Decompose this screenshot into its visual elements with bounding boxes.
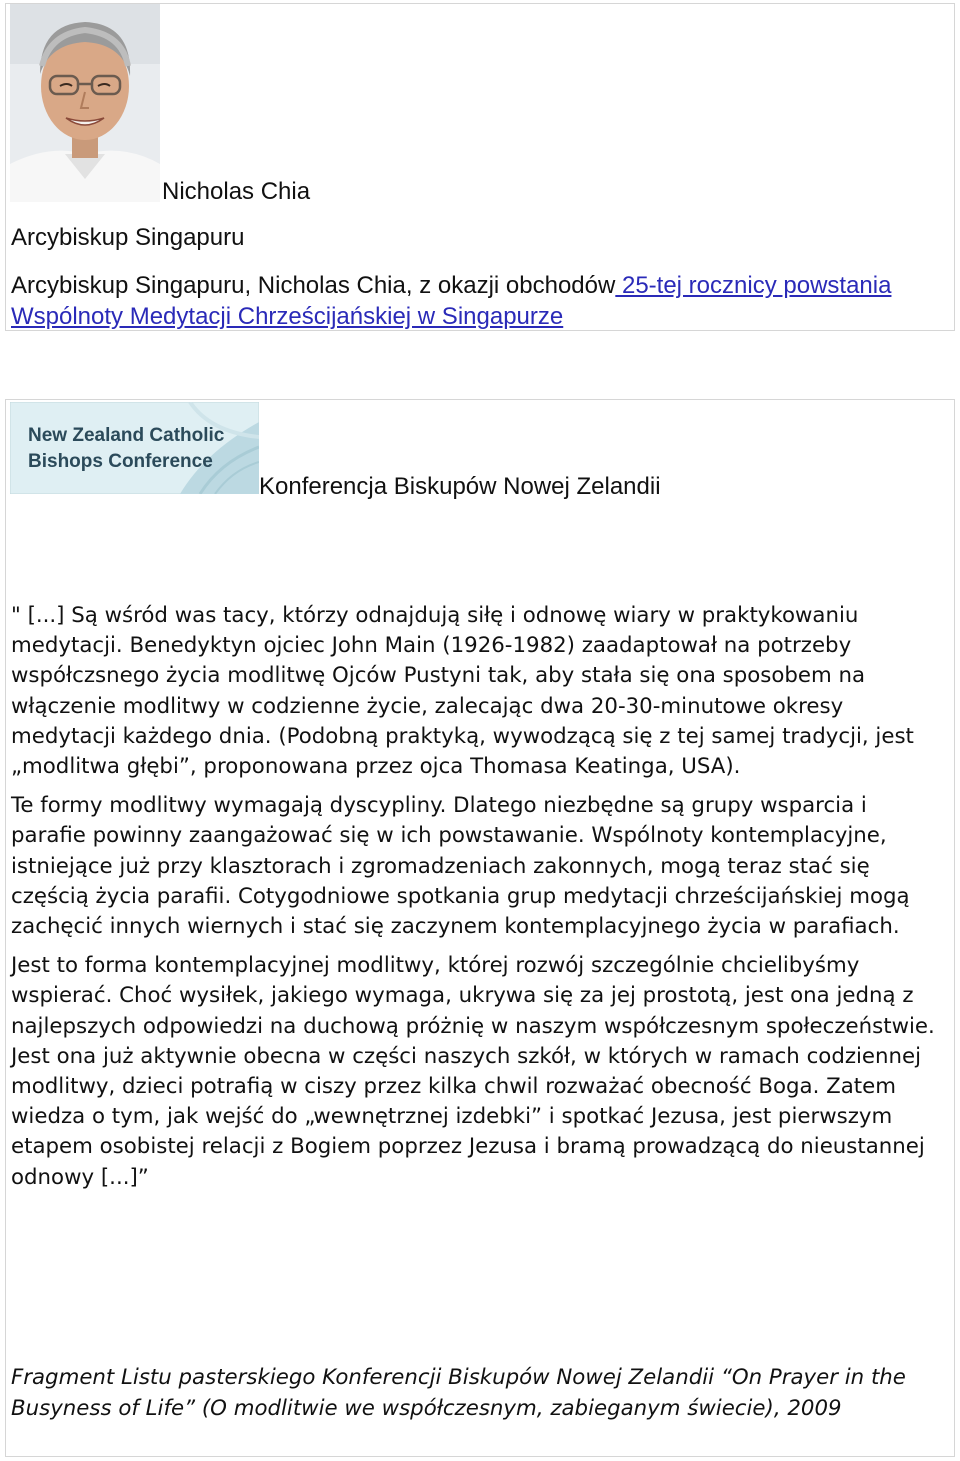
intro-text: Arcybiskup Singapuru, Nicholas Chia, z okazji obchodów	[11, 272, 616, 299]
intro-paragraph	[11, 270, 953, 332]
source-caption: Fragment Listu pasterskiego Konferencji Biskupów Nowej Zelandii “On Prayer in the Busyness of Life” (O modlitwie we współczesnym, zabieganym świecie), 2009	[11, 1365, 906, 1421]
pastoral-letter-quote	[11, 601, 946, 1202]
svg-text:Bishops Conference: Bishops Conference	[28, 451, 213, 472]
quote-paragraph-3: Jest to forma kontemplacyjnej modlitwy, której rozwój szczególnie chcielibyśmy wspierać. Choć wysiłek, jakiego wymaga, ukrywa się za jej prostotą, jest ona jedną z najlepszych odpowiedzi na duchową próżnię w naszym współczesnym społeczeństwie. Jest ona już aktywnie obecna w części naszych szkół, w których w ramach codziennej modlitwy, dzieci potrafią w ciszy przez kilka chwil rozważać obecność Boga. Zatem wiedza o tym, jak wejść do „wewnętrznej izdebki” i spotkać Jezusa, jest pierwszym etapem osobistej relacji z Bogiem poprzez Jezusa i bramą prowadzącą do nieustannej odnowy [...]”	[11, 953, 935, 1190]
anniversary-link[interactable]: 25-tej rocznicy powstania Wspólnoty Medytacji Chrześcijańskiej w Singapurze	[11, 272, 892, 330]
svg-text:New Zealand Catholic: New Zealand Catholic	[28, 425, 225, 446]
conference-name: Konferencja Biskupów Nowej Zelandii	[259, 473, 661, 500]
quote-paragraph-1: " [...] Są wśród was tacy, którzy odnajdują siłę i odnowę wiary w praktykowaniu medytacji. Benedyktyn ojciec John Main (1926-1982) zaadaptował na potrzeby współczsnego życia modlitwę Ojców Pustyni tak, aby stała się ona sposobem na włączenie modlitwy w codzienne życie, zalecając dwa 20-30-minutowe okresy medytacji każdego dnia. (Podobną praktyką, wywodzącą się z tej samej tradycji, jest „modlitwa głębi”, proponowana przez ojca Thomasa Keatinga, USA).	[11, 603, 914, 780]
quote-paragraph-2: Te formy modlitwy wymagają dyscypliny. Dlatego niezbędne są grupy wsparcia i parafie powinny zaangażować się w ich powstawanie. Wspólnoty kontemplacyjne, istniejące już przy klasztorach i zgromadzeniach zakonnych, mogą teraz stać się częścią życia parafii. Cotygodniowe spotkania grup medytacji chrześcijańskiej mogą zachęcić innych wiernych i stać się zaczynem kontemplacyjnego życia w parafiach.	[11, 793, 910, 940]
nzcbc-logo	[10, 402, 259, 494]
portrait-photo	[10, 4, 160, 202]
person-name: Nicholas Chia	[162, 178, 311, 205]
person-title: Arcybiskup Singapuru	[11, 224, 245, 251]
